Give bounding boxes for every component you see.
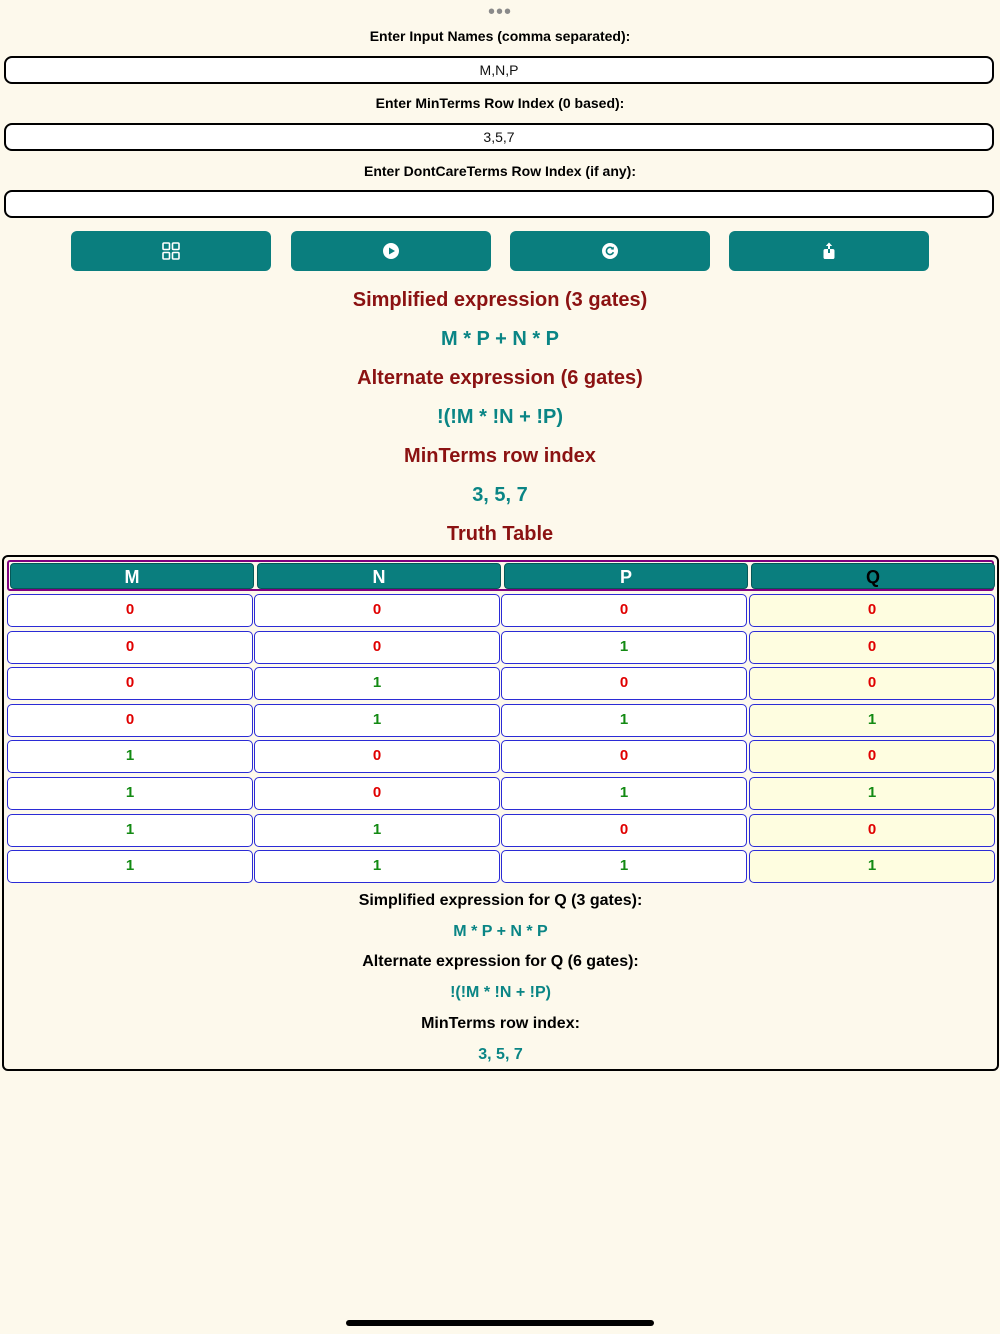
home-indicator[interactable] bbox=[346, 1320, 654, 1326]
dontcare-field[interactable] bbox=[4, 190, 994, 218]
table-cell-m: 0 bbox=[7, 594, 253, 627]
table-cell-p: 0 bbox=[501, 667, 747, 700]
table-cell-q: 0 bbox=[749, 740, 995, 773]
footer-alternate-label: Alternate expression for Q (6 gates): bbox=[362, 953, 639, 970]
run-button[interactable] bbox=[291, 231, 491, 271]
table-cell-p: 0 bbox=[501, 740, 747, 773]
truth-table bbox=[2, 555, 999, 1071]
alternate-expression: !(!M * !N + !P) bbox=[436, 406, 564, 428]
share-button[interactable] bbox=[729, 231, 929, 271]
table-cell-n: 1 bbox=[254, 704, 500, 737]
truth-table-title: Truth Table bbox=[446, 523, 554, 545]
table-cell-p: 1 bbox=[501, 704, 747, 737]
table-cell-p: 0 bbox=[501, 594, 747, 627]
header-cell-n: N bbox=[257, 563, 501, 589]
table-cell-q: 1 bbox=[749, 777, 995, 810]
table-cell-q: 1 bbox=[749, 704, 995, 737]
share-icon bbox=[819, 241, 839, 261]
table-cell-q: 0 bbox=[749, 631, 995, 664]
table-cell-q: 0 bbox=[749, 814, 995, 847]
table-cell-p: 1 bbox=[501, 777, 747, 810]
table-cell-n: 0 bbox=[254, 777, 500, 810]
table-cell-q: 0 bbox=[749, 667, 995, 700]
table-cell-m: 1 bbox=[7, 850, 253, 883]
table-cell-n: 0 bbox=[254, 631, 500, 664]
footer-minterms-label: MinTerms row index: bbox=[421, 1015, 580, 1032]
minterms-label: Enter MinTerms Row Index (0 based): bbox=[375, 95, 625, 111]
simplified-title: Simplified expression (3 gates) bbox=[352, 289, 648, 311]
table-cell-n: 1 bbox=[254, 667, 500, 700]
footer-alternate-expression: !(!M * !N + !P) bbox=[450, 984, 551, 1001]
grid-button[interactable] bbox=[71, 231, 271, 271]
footer-simplified-expression: M * P + N * P bbox=[453, 923, 548, 940]
header-cell-m: M bbox=[10, 563, 254, 589]
dontcare-label: Enter DontCareTerms Row Index (if any): bbox=[363, 163, 636, 179]
refresh-icon bbox=[600, 241, 620, 261]
table-cell-q: 1 bbox=[749, 850, 995, 883]
minterms-title: MinTerms row index bbox=[404, 445, 596, 467]
footer-minterms-value: 3, 5, 7 bbox=[478, 1046, 523, 1063]
table-cell-p: 1 bbox=[501, 631, 747, 664]
header-cell-q: Q bbox=[751, 563, 995, 589]
play-icon bbox=[381, 241, 401, 261]
minterms-value: 3, 5, 7 bbox=[472, 484, 528, 506]
table-cell-m: 0 bbox=[7, 667, 253, 700]
input-names-label: Enter Input Names (comma separated): bbox=[369, 28, 631, 44]
table-cell-m: 0 bbox=[7, 631, 253, 664]
header-cell-p: P bbox=[504, 563, 748, 589]
table-cell-m: 1 bbox=[7, 777, 253, 810]
table-cell-p: 0 bbox=[501, 814, 747, 847]
table-cell-m: 1 bbox=[7, 740, 253, 773]
input-names-field[interactable] bbox=[4, 56, 994, 84]
table-cell-n: 0 bbox=[254, 740, 500, 773]
reset-button[interactable] bbox=[510, 231, 710, 271]
table-cell-m: 0 bbox=[7, 704, 253, 737]
table-header-row bbox=[7, 560, 994, 591]
table-cell-m: 1 bbox=[7, 814, 253, 847]
table-cell-q: 0 bbox=[749, 594, 995, 627]
simplified-expression: M * P + N * P bbox=[440, 328, 559, 350]
minterms-field[interactable] bbox=[4, 123, 994, 151]
alternate-title: Alternate expression (6 gates) bbox=[357, 367, 643, 389]
table-cell-n: 1 bbox=[254, 814, 500, 847]
table-cell-p: 1 bbox=[501, 850, 747, 883]
grid-icon bbox=[161, 241, 181, 261]
table-cell-n: 1 bbox=[254, 850, 500, 883]
more-options-icon[interactable]: ••• bbox=[487, 1, 512, 23]
table-cell-n: 0 bbox=[254, 594, 500, 627]
footer-simplified-label: Simplified expression for Q (3 gates): bbox=[358, 892, 643, 909]
